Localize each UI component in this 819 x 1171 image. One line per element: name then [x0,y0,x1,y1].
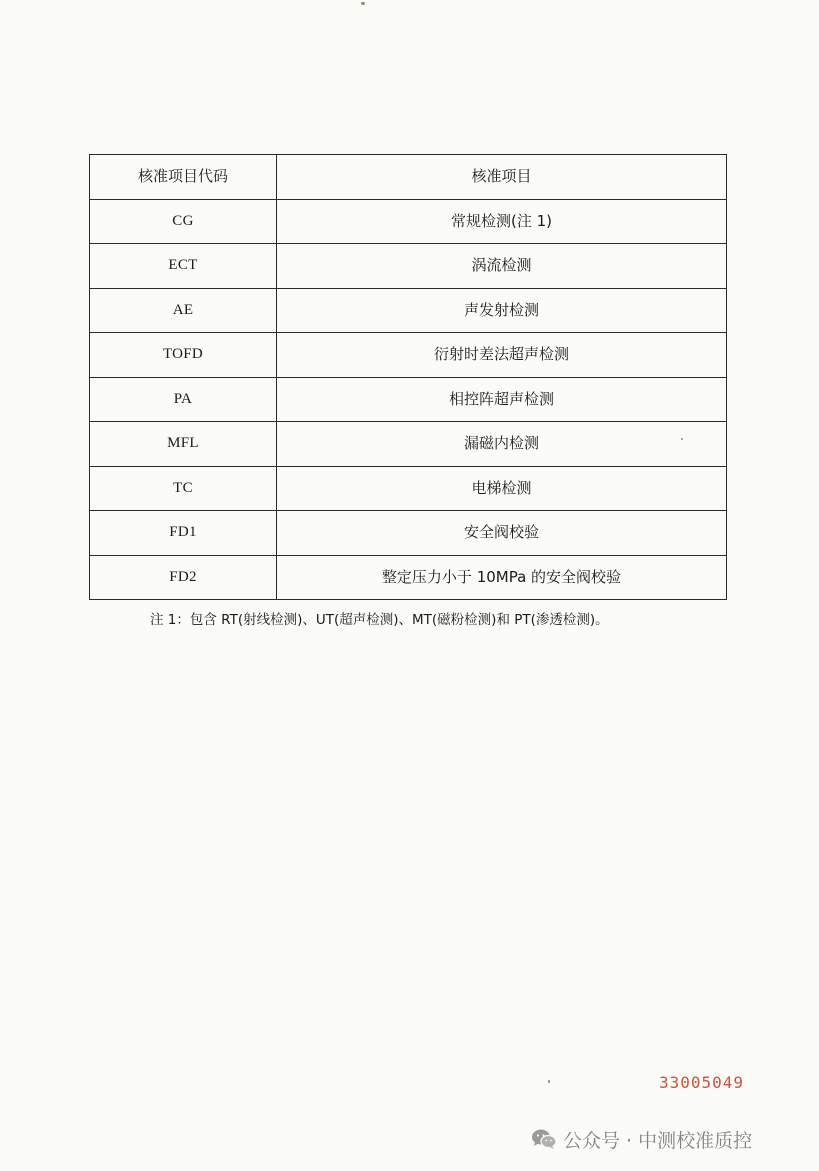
table-row [90,555,727,600]
item-code-cell: PA [90,377,277,422]
item-name-cell: 常规检测(注 1) [277,199,727,244]
table-row [90,199,727,244]
calibration-items-table [89,154,727,600]
item-name-cell: 衍射时差法超声检测 [277,333,727,378]
item-name-cell: 相控阵超声检测 [277,377,727,422]
scan-speck [361,2,365,5]
item-code-cell: AE [90,288,277,333]
item-code-cell: FD1 [90,511,277,556]
table-footnote: 注 1：包含 RT(射线检测)、UT(超声检测)、MT(磁粉检测)和 PT(渗透检测)。 [150,612,609,628]
item-code-cell: TC [90,466,277,511]
serial-number: 33005049 [659,1073,745,1092]
item-name-cell: 电梯检测 [277,466,727,511]
item-name-cell: 整定压力小于 10MPa 的安全阀校验 [277,555,727,600]
item-code-cell: ECT [90,244,277,289]
scan-speck [681,438,683,440]
item-name-cell: 涡流检测 [277,244,727,289]
table-row [90,511,727,556]
wechat-icon [531,1128,557,1150]
table-row [90,244,727,289]
account-watermark [531,1125,752,1153]
table-row [90,466,727,511]
item-name-cell: 漏磁内检测 [277,422,727,467]
table-header-row [90,155,727,200]
table-row [90,288,727,333]
header-item-code: 核准项目代码 [90,155,277,200]
table-row [90,422,727,467]
item-code-cell: TOFD [90,333,277,378]
item-name-cell: 安全阀校验 [277,511,727,556]
item-code-cell: CG [90,199,277,244]
item-code-cell: FD2 [90,555,277,600]
watermark-text: 公众号 · 中测校准质控 [563,1129,753,1152]
item-code-cell: MFL [90,422,277,467]
header-item-name: 核准项目 [277,155,727,200]
table-row [90,333,727,378]
table-row [90,377,727,422]
item-name-cell: 声发射检测 [277,288,727,333]
scan-speck [548,1080,550,1083]
